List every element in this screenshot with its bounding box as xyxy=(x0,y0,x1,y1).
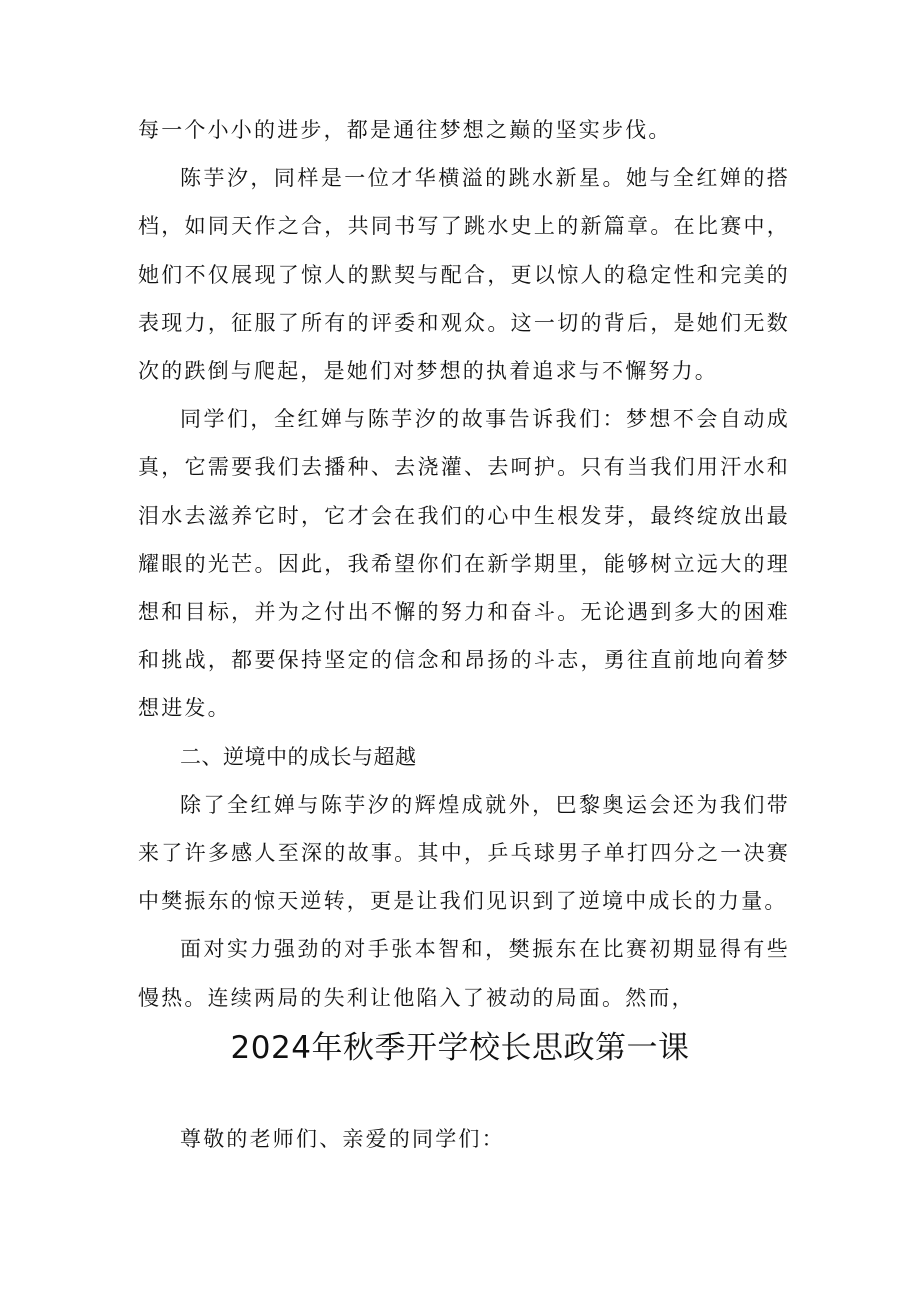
paragraph-dream-lesson: 同学们，全红婵与陈芋汐的故事告诉我们：梦想不会自动成真，它需要我们去播种、去浇灌、去呵护。只有当我们用汗水和泪水去滋养它时，它才会在我们的心中生根发芽，最终绽放出最耀眼的光芒。因此，我希望你们在新学期里，能够树立远大的理想和目标，并为之付出不懈的努力和奋斗。无论遇到多大的困难和挑战，都要保持坚定的信念和昂扬的斗志，勇往直前地向着梦想进发。 xyxy=(138,407,790,721)
document-title: 2024年秋季开学校长思政第一课 xyxy=(230,1030,690,1066)
body-text xyxy=(138,106,790,1022)
paragraph-chen-yuxi: 陈芋汐，同样是一位才华横溢的跳水新星。她与全红婵的搭档，如同天作之合，共同书写了跳水史上的新篇章。在比赛中，她们不仅展现了惊人的默契与配合，更以惊人的稳定性和完美的表现力，征服了所有的评委和观众。这一切的背后，是她们无数次的跌倒与爬起，是她们对梦想的执着追求与不懈努力。 xyxy=(138,166,790,384)
paragraph-fan-zhendong: 面对实力强劲的对手张本智和，樊振东在比赛初期显得有些慢热。连续两局的失利让他陷入了被动的局面。然而， xyxy=(138,937,790,1010)
salutation: 尊敬的老师们、亲爱的同学们： xyxy=(180,1127,505,1151)
paragraph-other-stories: 除了全红婵与陈芋汐的辉煌成就外，巴黎奥运会还为我们带来了许多感人至深的故事。其中，乒乓球男子单打四分之一决赛中樊振东的惊天逆转，更是让我们见识到了逆境中成长的力量。 xyxy=(138,792,790,914)
paragraph-continued: 每一个小小的进步，都是通往梦想之巅的坚实步伐。 xyxy=(138,118,672,142)
section-heading-adversity: 二、逆境中的成长与超越 xyxy=(180,744,417,769)
